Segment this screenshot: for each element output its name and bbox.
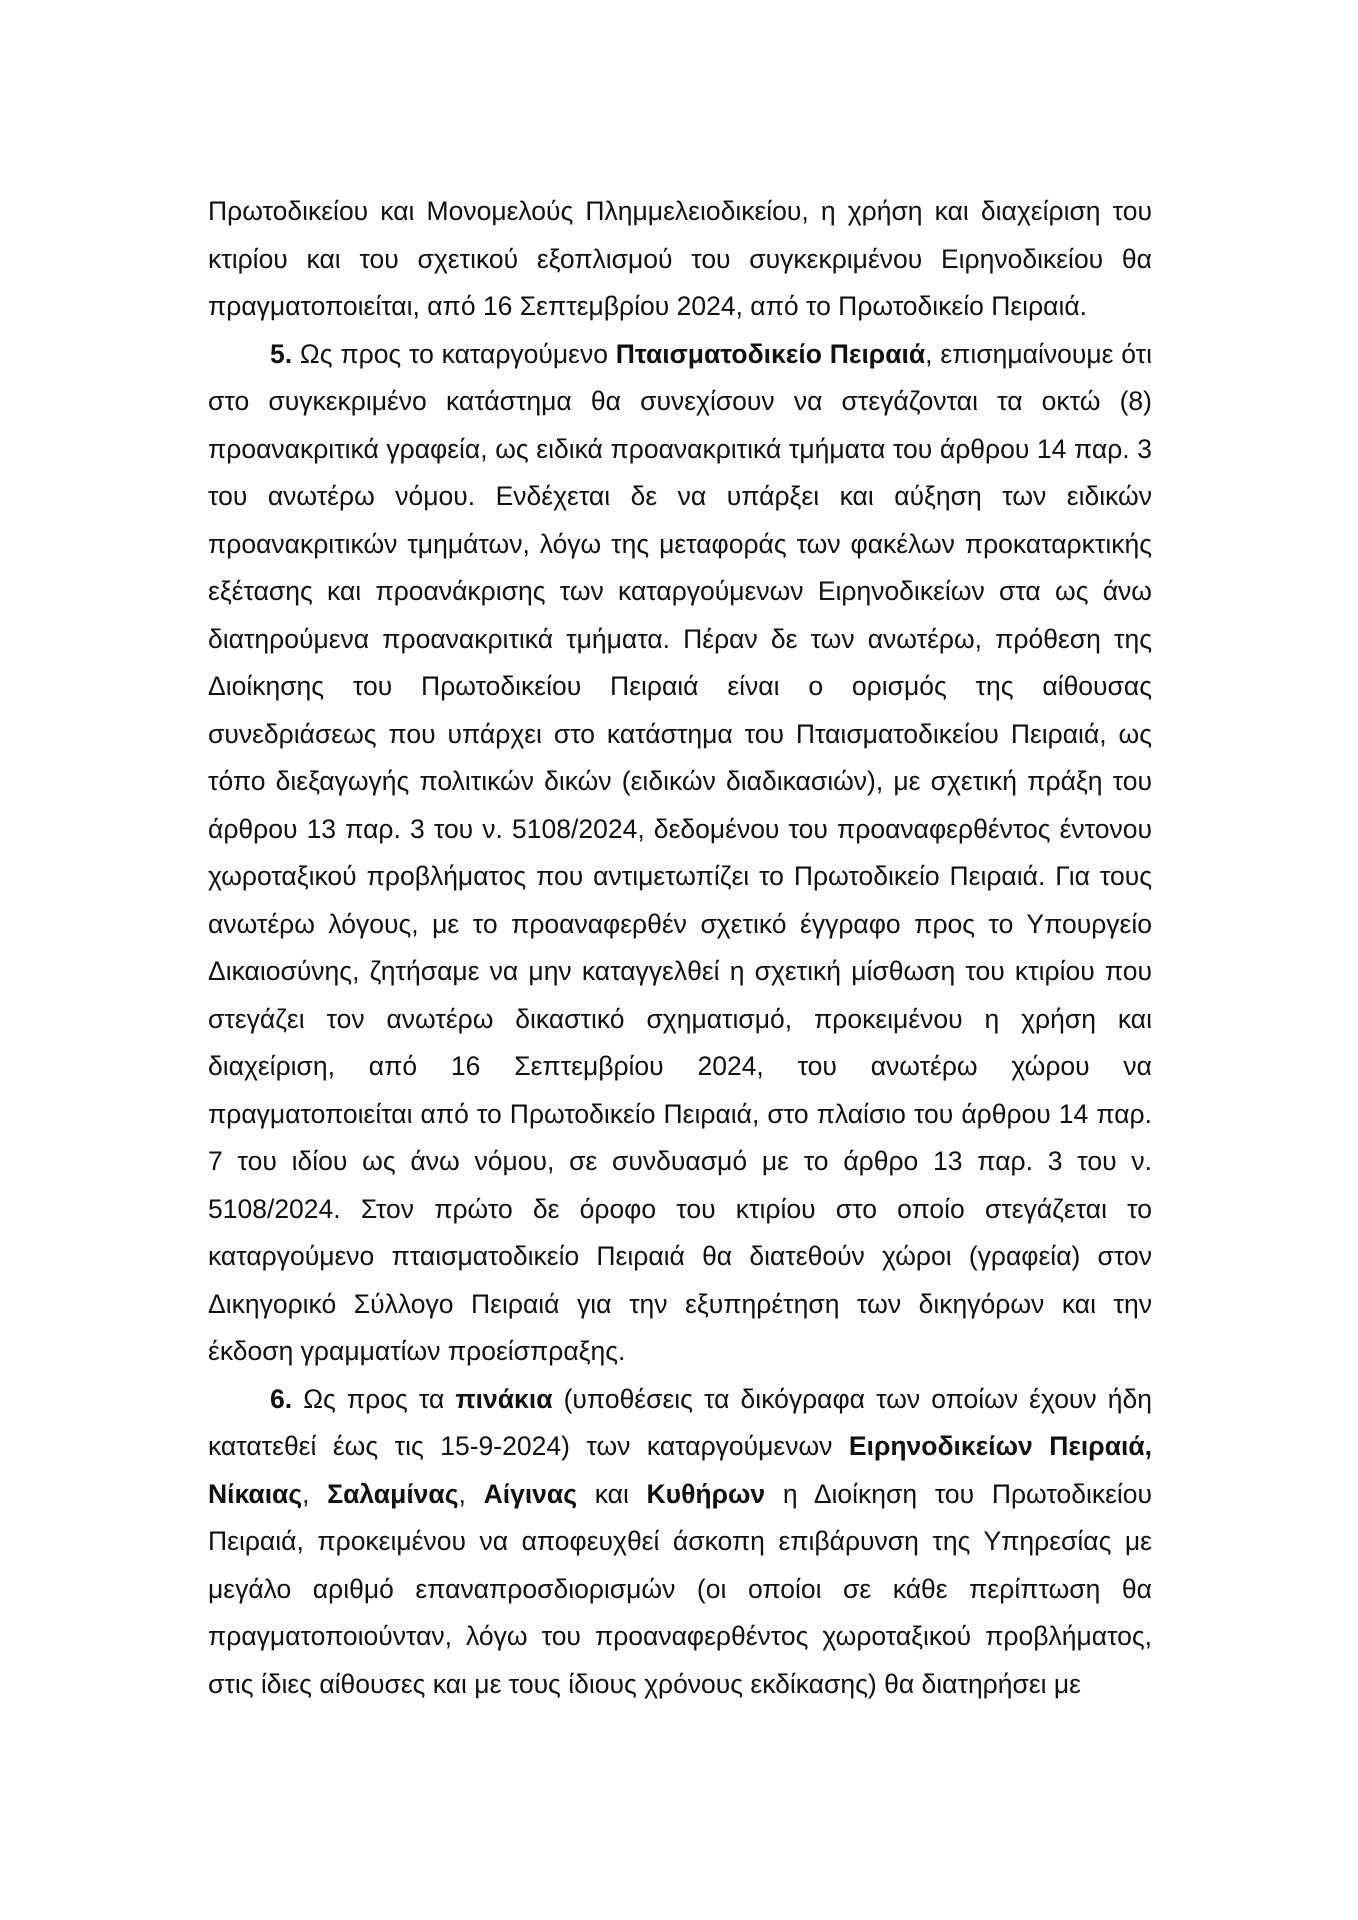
paragraph-5 bbox=[208, 331, 1152, 1376]
paragraph-6-body-a: (υποθέσεις τα δικόγραφα των οποίων έχουν ήδη κατατεθεί έως τις 15-9-2024) των καταργούμενων bbox=[208, 1383, 1152, 1461]
paragraph-6-body-b: η Διοίκηση του Πρωτοδικείου Πειραιά, προκειμένου να αποφευχθεί άσκοπη επιβάρυνση της Υπηρεσίας με μεγάλο αριθμό επαναπροσδιορισμών (οι οποίοι σε κάθε περίπτωση θα πραγματοποιούνταν, λόγω του προαναφερθέντος χωροταξικού προβλήματος, στις ίδιες αίθουσες και με τους ίδιους χρόνους εκδίκασης) θα διατηρήσει με bbox=[208, 1478, 1153, 1699]
paragraph-continued bbox=[208, 188, 1152, 331]
paragraph-6-court-salamina: Σαλαμίνας bbox=[327, 1478, 459, 1509]
paragraph-5-body: , επισημαίνουμε ότι στο συγκεκριμένο κατάστημα θα συνεχίσουν να στεγάζονται τα οκτώ (8) προανακριτικά γραφεία, ως ειδικά προανακριτικά τμήματα του άρθρου 14 παρ. 3 του ανωτέρω νόμου. Ενδέχεται δε να υπάρξει και αύξηση των ειδικών προανακριτικών τμημάτων, λόγω της μεταφοράς των φακέλων προκαταρκτικής εξέτασης και προανάκρισης των καταργούμενων Ειρηνοδικείων στα ως άνω διατηρούμενα προανακριτικά τμήματα. Πέραν δε των ανωτέρω, πρόθεση της Διοίκησης του Πρωτοδικείου Πειραιά είναι ο ορισμός της αίθουσας συνεδριάσεως που υπάρχει στο κατάστημα του Πταισματοδικείου Πειραιά, ως τόπο διεξαγωγής πολιτικών δικών (ειδικών διαδικασιών), με σχετική πράξη του άρθρου 13 παρ. 3 του ν. 5108/2024, δεδομένου του προαναφερθέντος έντονου χωροταξικού προβλήματος που αντιμετωπίζει το Πρωτοδικείο Πειραιά. Για τους ανωτέρω λόγους, με το προαναφερθέν σχετικό έγγραφο προς το Υπουργείο Δικαιοσύνης, ζητήσαμε να μην καταγγελθεί η σχετική μίσθωση του κτιρίου που στεγάζει τον ανωτέρω δικαστικό σχηματισμό, προκειμένου η χρήση και διαχείριση, από 16 Σεπτεμβρίου 2024, του ανωτέρω χώρου να πραγματοποιείται από το Πρωτοδικείο Πειραιά, στο πλαίσιο του άρθρου 14 παρ. 7 του ιδίου ως άνω νόμου, σε συνδυασμό με το άρθρο 13 παρ. 3 του ν. 5108/2024. Στον πρώτο δε όροφο του κτιρίου στο οποίο στεγάζεται το καταργούμενο πταισματοδικείο Πειραιά θα διατεθούν χώροι (γραφεία) στον Δικηγορικό Σύλλογο Πειραιά για την εξυπηρέτηση των δικηγόρων και την έκδοση γραμματίων προείσπραξης. bbox=[208, 338, 1152, 1366]
paragraph-5-intro: Ως προς το καταργούμενο bbox=[292, 338, 616, 369]
paragraph-6-intro: Ως προς τα bbox=[292, 1383, 456, 1414]
paragraph-6-court-kythira: Κυθήρων bbox=[646, 1478, 766, 1509]
paragraph-5-court-name: Πταισματοδικείο Πειραιά bbox=[615, 338, 926, 369]
paragraph-continued-text: Πρωτοδικείου και Μονομελούς Πλημμελειοδικείου, η χρήση και διαχείριση του κτιρίου και του σχετικού εξοπλισμού του συγκεκριμένου Ειρηνοδικείου θα πραγματοποιείται, από 16 Σεπτεμβρίου 2024, από το Πρωτοδικείο Πειραιά. bbox=[208, 196, 1152, 321]
paragraph-5-number: 5. bbox=[270, 338, 293, 369]
paragraph-6-court-piraeus: Ειρηνοδικείων Πειραιά, Νίκαιας bbox=[208, 1431, 1152, 1509]
paragraph-6-conj: και bbox=[577, 1478, 647, 1509]
paragraph-6-number: 6. bbox=[270, 1383, 293, 1414]
paragraph-6 bbox=[208, 1376, 1152, 1709]
paragraph-6-term-pinakia: πινάκια bbox=[455, 1383, 553, 1414]
document-page bbox=[208, 188, 1152, 1708]
paragraph-6-sep-2: , bbox=[458, 1478, 484, 1509]
paragraph-6-sep-1: , bbox=[302, 1478, 328, 1509]
paragraph-6-court-aigina: Αίγινας bbox=[483, 1478, 577, 1509]
